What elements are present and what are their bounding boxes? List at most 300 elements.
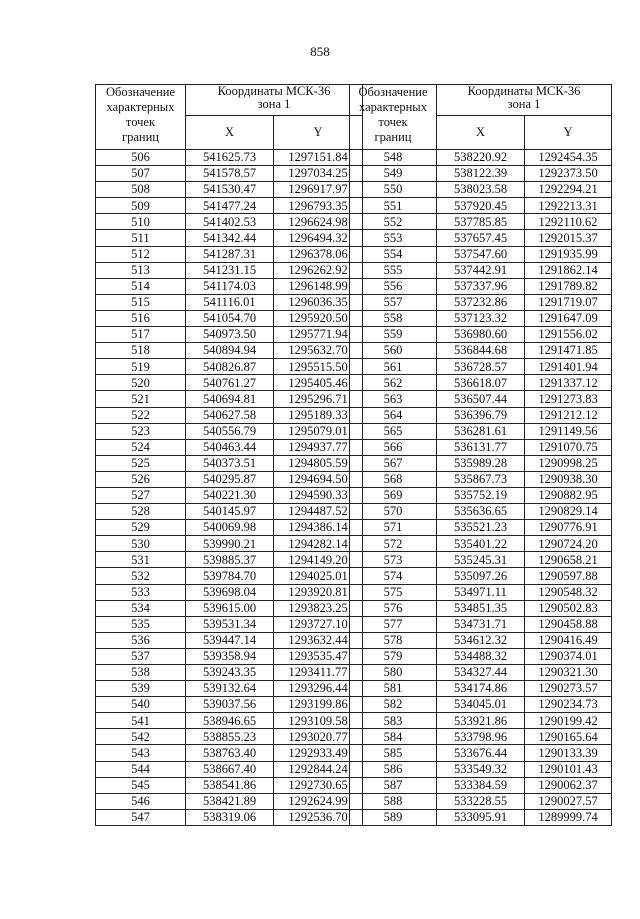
table-row: [96, 632, 363, 648]
point-id-cell: 574: [350, 568, 437, 584]
y-coordinate-cell: 1291212.12: [525, 407, 612, 423]
x-coordinate-cell: 539531.34: [186, 616, 274, 632]
point-id-cell: 581: [350, 681, 437, 697]
point-id-cell: 548: [350, 150, 437, 166]
x-coordinate-cell: 538122.39: [437, 166, 525, 182]
x-coordinate-cell: 538763.40: [186, 745, 274, 761]
x-coordinate-cell: 540295.87: [186, 471, 274, 487]
x-coordinate-cell: 541477.24: [186, 198, 274, 214]
point-id-cell: 524: [96, 439, 186, 455]
table-row: [96, 455, 363, 471]
y-coordinate-cell: 1290027.57: [525, 793, 612, 809]
y-coordinate-cell: 1295296.71: [274, 391, 363, 407]
table-row: [350, 198, 612, 214]
y-coordinate-cell: 1290597.88: [525, 568, 612, 584]
point-id-cell: 585: [350, 745, 437, 761]
y-coordinate-cell: 1290374.01: [525, 648, 612, 664]
table-row: [96, 584, 363, 600]
y-coordinate-cell: 1290998.25: [525, 455, 612, 471]
x-coordinate-cell: 534045.01: [437, 697, 525, 713]
y-coordinate-cell: 1290776.91: [525, 520, 612, 536]
x-coordinate-cell: 535097.26: [437, 568, 525, 584]
x-coordinate-cell: 537442.91: [437, 262, 525, 278]
x-coordinate-cell: 534851.35: [437, 600, 525, 616]
y-coordinate-cell: 1290273.57: [525, 681, 612, 697]
point-id-cell: 552: [350, 214, 437, 230]
point-id-cell: 553: [350, 230, 437, 246]
table-row: [350, 487, 612, 503]
table-row: [96, 198, 363, 214]
table-row: [350, 278, 612, 294]
y-coordinate-cell: 1294937.77: [274, 439, 363, 455]
point-id-cell: 525: [96, 455, 186, 471]
point-id-cell: 545: [96, 777, 186, 793]
y-coordinate-cell: 1293727.10: [274, 616, 363, 632]
x-coordinate-cell: 539243.35: [186, 665, 274, 681]
point-id-cell: 559: [350, 327, 437, 343]
table-row: [96, 439, 363, 455]
x-coordinate-cell: 539132.64: [186, 681, 274, 697]
x-coordinate-cell: 540373.51: [186, 455, 274, 471]
y-column-header: Y: [525, 116, 612, 150]
x-coordinate-cell: 540627.58: [186, 407, 274, 423]
y-coordinate-cell: 1295771.94: [274, 327, 363, 343]
table-row: [350, 439, 612, 455]
table-row: [96, 407, 363, 423]
point-id-cell: 589: [350, 809, 437, 825]
table-row: [350, 584, 612, 600]
point-id-cell: 531: [96, 552, 186, 568]
y-coordinate-cell: 1290882.95: [525, 487, 612, 503]
table-row: [96, 294, 363, 310]
designation-header: [96, 85, 186, 150]
table-row: [96, 343, 363, 359]
designation-header-line: границ: [122, 130, 159, 144]
table-row: [96, 166, 363, 182]
y-coordinate-cell: 1294487.52: [274, 504, 363, 520]
y-coordinate-cell: 1291401.94: [525, 359, 612, 375]
x-coordinate-cell: 540761.27: [186, 375, 274, 391]
y-coordinate-cell: 1291070.75: [525, 439, 612, 455]
point-id-cell: 544: [96, 761, 186, 777]
point-id-cell: 513: [96, 262, 186, 278]
point-id-cell: 512: [96, 246, 186, 262]
x-coordinate-cell: 539037.56: [186, 697, 274, 713]
coordinates-table-right: [349, 84, 612, 826]
x-coordinate-cell: 536131.77: [437, 439, 525, 455]
table-row: [350, 166, 612, 182]
x-coordinate-cell: 540069.98: [186, 520, 274, 536]
y-coordinate-cell: 1290062.37: [525, 777, 612, 793]
point-id-cell: 527: [96, 487, 186, 503]
y-coordinate-cell: 1293296.44: [274, 681, 363, 697]
x-coordinate-cell: 534731.71: [437, 616, 525, 632]
table-row: [96, 359, 363, 375]
table-row: [350, 150, 612, 166]
x-coordinate-cell: 541342.44: [186, 230, 274, 246]
point-id-cell: 532: [96, 568, 186, 584]
table-row: [96, 487, 363, 503]
point-id-cell: 554: [350, 246, 437, 262]
x-coordinate-cell: 538319.06: [186, 809, 274, 825]
table-row: [350, 665, 612, 681]
point-id-cell: 566: [350, 439, 437, 455]
x-coordinate-cell: 538667.40: [186, 761, 274, 777]
x-coordinate-cell: 539615.00: [186, 600, 274, 616]
x-coordinate-cell: 541231.15: [186, 262, 274, 278]
point-id-cell: 588: [350, 793, 437, 809]
y-coordinate-cell: 1293632.44: [274, 632, 363, 648]
point-id-cell: 587: [350, 777, 437, 793]
y-coordinate-cell: 1294805.59: [274, 455, 363, 471]
table-row: [350, 455, 612, 471]
x-coordinate-cell: 535867.73: [437, 471, 525, 487]
y-coordinate-cell: 1295920.50: [274, 310, 363, 326]
y-coordinate-cell: 1293920.81: [274, 584, 363, 600]
point-id-cell: 541: [96, 713, 186, 729]
x-coordinate-cell: 541578.57: [186, 166, 274, 182]
table-row: [96, 423, 363, 439]
point-id-cell: 586: [350, 761, 437, 777]
table-row: [350, 375, 612, 391]
x-coordinate-cell: 535989.28: [437, 455, 525, 471]
table-row: [96, 665, 363, 681]
point-id-cell: 583: [350, 713, 437, 729]
x-coordinate-cell: 533384.59: [437, 777, 525, 793]
y-coordinate-cell: 1296262.92: [274, 262, 363, 278]
table-row: [96, 230, 363, 246]
y-coordinate-cell: 1292454.35: [525, 150, 612, 166]
point-id-cell: 516: [96, 310, 186, 326]
point-id-cell: 518: [96, 343, 186, 359]
x-coordinate-cell: 537785.85: [437, 214, 525, 230]
point-id-cell: 514: [96, 278, 186, 294]
point-id-cell: 562: [350, 375, 437, 391]
point-id-cell: 528: [96, 504, 186, 520]
y-coordinate-cell: 1291935.99: [525, 246, 612, 262]
y-coordinate-cell: 1296624.98: [274, 214, 363, 230]
x-coordinate-cell: 540463.44: [186, 439, 274, 455]
x-coordinate-cell: 538541.86: [186, 777, 274, 793]
x-coordinate-cell: 533228.55: [437, 793, 525, 809]
point-id-cell: 579: [350, 648, 437, 664]
y-coordinate-cell: 1294590.33: [274, 487, 363, 503]
point-id-cell: 517: [96, 327, 186, 343]
y-coordinate-cell: 1294386.14: [274, 520, 363, 536]
x-coordinate-cell: 537337.96: [437, 278, 525, 294]
point-id-cell: 555: [350, 262, 437, 278]
y-coordinate-cell: 1293411.77: [274, 665, 363, 681]
y-coordinate-cell: 1292933.49: [274, 745, 363, 761]
table-row: [350, 343, 612, 359]
y-coordinate-cell: 1291647.09: [525, 310, 612, 326]
y-coordinate-cell: 1292015.37: [525, 230, 612, 246]
table-row: [350, 648, 612, 664]
x-coordinate-cell: 541287.31: [186, 246, 274, 262]
point-id-cell: 519: [96, 359, 186, 375]
table-row: [350, 681, 612, 697]
y-coordinate-cell: 1290458.88: [525, 616, 612, 632]
point-id-cell: 567: [350, 455, 437, 471]
point-id-cell: 529: [96, 520, 186, 536]
x-coordinate-cell: 536507.44: [437, 391, 525, 407]
x-coordinate-cell: 536844.68: [437, 343, 525, 359]
point-id-cell: 558: [350, 310, 437, 326]
x-coordinate-cell: 540973.50: [186, 327, 274, 343]
y-coordinate-cell: 1293109.58: [274, 713, 363, 729]
y-coordinate-cell: 1293199.86: [274, 697, 363, 713]
point-id-cell: 550: [350, 182, 437, 198]
table-row: [350, 809, 612, 825]
point-id-cell: 570: [350, 504, 437, 520]
y-coordinate-cell: 1293535.47: [274, 648, 363, 664]
designation-header: [350, 85, 437, 150]
x-coordinate-cell: 535245.31: [437, 552, 525, 568]
x-coordinate-cell: 541402.53: [186, 214, 274, 230]
y-coordinate-cell: 1292213.31: [525, 198, 612, 214]
point-id-cell: 534: [96, 600, 186, 616]
point-id-cell: 535: [96, 616, 186, 632]
point-id-cell: 530: [96, 536, 186, 552]
x-coordinate-cell: 536618.07: [437, 375, 525, 391]
x-coordinate-cell: 533549.32: [437, 761, 525, 777]
x-coordinate-cell: 538220.92: [437, 150, 525, 166]
x-coordinate-cell: 541054.70: [186, 310, 274, 326]
point-id-cell: 536: [96, 632, 186, 648]
y-coordinate-cell: 1296148.99: [274, 278, 363, 294]
x-coordinate-cell: 535636.65: [437, 504, 525, 520]
x-coordinate-cell: 535401.22: [437, 536, 525, 552]
y-coordinate-cell: 1291337.12: [525, 375, 612, 391]
y-coordinate-cell: 1290658.21: [525, 552, 612, 568]
x-coordinate-cell: 540145.97: [186, 504, 274, 520]
table-row: [96, 777, 363, 793]
x-coordinate-cell: 537123.32: [437, 310, 525, 326]
point-id-cell: 568: [350, 471, 437, 487]
table-row: [350, 359, 612, 375]
point-id-cell: 540: [96, 697, 186, 713]
table-row: [350, 793, 612, 809]
table-row: [350, 520, 612, 536]
point-id-cell: 569: [350, 487, 437, 503]
point-id-cell: 547: [96, 809, 186, 825]
x-coordinate-cell: 536396.79: [437, 407, 525, 423]
point-id-cell: 511: [96, 230, 186, 246]
table-row: [96, 536, 363, 552]
y-coordinate-cell: 1292294.21: [525, 182, 612, 198]
y-coordinate-cell: 1290548.32: [525, 584, 612, 600]
coordinates-header-line: зона 1: [507, 96, 541, 111]
point-id-cell: 506: [96, 150, 186, 166]
table-row: [350, 327, 612, 343]
x-coordinate-cell: 538023.58: [437, 182, 525, 198]
x-coordinate-cell: 536980.60: [437, 327, 525, 343]
x-coordinate-cell: 535752.19: [437, 487, 525, 503]
point-id-cell: 576: [350, 600, 437, 616]
y-column-header: Y: [274, 116, 363, 150]
y-coordinate-cell: 1290199.42: [525, 713, 612, 729]
x-coordinate-cell: 534327.44: [437, 665, 525, 681]
x-coordinate-cell: 539990.21: [186, 536, 274, 552]
y-coordinate-cell: 1296378.06: [274, 246, 363, 262]
table-row: [96, 375, 363, 391]
x-coordinate-cell: 540826.87: [186, 359, 274, 375]
y-coordinate-cell: 1291862.14: [525, 262, 612, 278]
point-id-cell: 538: [96, 665, 186, 681]
x-coordinate-cell: 541625.73: [186, 150, 274, 166]
point-id-cell: 561: [350, 359, 437, 375]
table-row: [96, 729, 363, 745]
y-coordinate-cell: 1296494.32: [274, 230, 363, 246]
table-row: [350, 391, 612, 407]
x-coordinate-cell: 534612.32: [437, 632, 525, 648]
coordinates-header-line: Координаты МСК-36: [217, 84, 331, 98]
y-coordinate-cell: 1292624.99: [274, 793, 363, 809]
table-row: [96, 697, 363, 713]
table-row: [96, 310, 363, 326]
y-coordinate-cell: 1295079.01: [274, 423, 363, 439]
designation-header-line: Обозначение: [105, 85, 176, 99]
x-coordinate-cell: 539784.70: [186, 568, 274, 584]
table-row: [350, 729, 612, 745]
x-coordinate-cell: 538855.23: [186, 729, 274, 745]
x-coordinate-cell: 534174.86: [437, 681, 525, 697]
table-row: [350, 568, 612, 584]
point-id-cell: 510: [96, 214, 186, 230]
table-row: [96, 568, 363, 584]
table-row: [96, 471, 363, 487]
coordinates-table-left: [95, 84, 363, 826]
x-coordinate-cell: 538946.65: [186, 713, 274, 729]
designation-header-line: точек: [125, 115, 156, 129]
table-row: [96, 745, 363, 761]
point-id-cell: 582: [350, 697, 437, 713]
designation-header-line: характерных: [106, 100, 175, 114]
point-id-cell: 546: [96, 793, 186, 809]
point-id-cell: 523: [96, 423, 186, 439]
table-row: [96, 600, 363, 616]
table-row: [350, 745, 612, 761]
x-coordinate-cell: 537920.45: [437, 198, 525, 214]
y-coordinate-cell: 1290101.43: [525, 761, 612, 777]
y-coordinate-cell: 1292536.70: [274, 809, 363, 825]
x-coordinate-cell: 540221.30: [186, 487, 274, 503]
y-coordinate-cell: 1290724.20: [525, 536, 612, 552]
table-row: [350, 214, 612, 230]
table-row: [96, 182, 363, 198]
x-coordinate-cell: 533676.44: [437, 745, 525, 761]
y-coordinate-cell: 1292373.50: [525, 166, 612, 182]
point-id-cell: 565: [350, 423, 437, 439]
table-row: [96, 809, 363, 825]
designation-header-line: точек: [378, 115, 408, 129]
x-coordinate-cell: 540894.94: [186, 343, 274, 359]
x-coordinate-cell: 537657.45: [437, 230, 525, 246]
table-row: [350, 310, 612, 326]
table-row: [350, 713, 612, 729]
y-coordinate-cell: 1290321.30: [525, 665, 612, 681]
point-id-cell: 526: [96, 471, 186, 487]
x-coordinate-cell: 540556.79: [186, 423, 274, 439]
y-coordinate-cell: 1292110.62: [525, 214, 612, 230]
table-row: [350, 616, 612, 632]
x-coordinate-cell: 541116.01: [186, 294, 274, 310]
point-id-cell: 515: [96, 294, 186, 310]
table-row: [96, 504, 363, 520]
y-coordinate-cell: 1292844.24: [274, 761, 363, 777]
table-row: [96, 761, 363, 777]
table-row: [96, 616, 363, 632]
y-coordinate-cell: 1291273.83: [525, 391, 612, 407]
point-id-cell: 572: [350, 536, 437, 552]
point-id-cell: 556: [350, 278, 437, 294]
coordinates-header: [437, 85, 612, 116]
point-id-cell: 537: [96, 648, 186, 664]
table-row: [350, 777, 612, 793]
x-coordinate-cell: 539447.14: [186, 632, 274, 648]
designation-header-line: Обозначение: [358, 85, 428, 99]
point-id-cell: 508: [96, 182, 186, 198]
x-coordinate-cell: 534971.11: [437, 584, 525, 600]
table-row: [96, 391, 363, 407]
point-id-cell: 557: [350, 294, 437, 310]
coordinates-header-line: зона 1: [257, 96, 291, 111]
y-coordinate-cell: 1291471.85: [525, 343, 612, 359]
y-coordinate-cell: 1296917.97: [274, 182, 363, 198]
point-id-cell: 522: [96, 407, 186, 423]
y-coordinate-cell: 1291789.82: [525, 278, 612, 294]
table-row: [350, 246, 612, 262]
point-id-cell: 563: [350, 391, 437, 407]
x-coordinate-cell: 537232.86: [437, 294, 525, 310]
coordinates-header: [186, 85, 363, 116]
x-coordinate-cell: 541530.47: [186, 182, 274, 198]
x-coordinate-cell: 534488.32: [437, 648, 525, 664]
designation-header-line: характерных: [359, 100, 427, 114]
y-coordinate-cell: 1290165.64: [525, 729, 612, 745]
y-coordinate-cell: 1295515.50: [274, 359, 363, 375]
table-row: [350, 504, 612, 520]
y-coordinate-cell: 1290133.39: [525, 745, 612, 761]
table-row: [350, 697, 612, 713]
point-id-cell: 577: [350, 616, 437, 632]
table-row: [96, 246, 363, 262]
table-row: [350, 600, 612, 616]
point-id-cell: 584: [350, 729, 437, 745]
y-coordinate-cell: 1295189.33: [274, 407, 363, 423]
y-coordinate-cell: 1297151.84: [274, 150, 363, 166]
y-coordinate-cell: 1290938.30: [525, 471, 612, 487]
y-coordinate-cell: 1291556.02: [525, 327, 612, 343]
point-id-cell: 542: [96, 729, 186, 745]
y-coordinate-cell: 1296793.35: [274, 198, 363, 214]
y-coordinate-cell: 1297034.25: [274, 166, 363, 182]
y-coordinate-cell: 1290234.73: [525, 697, 612, 713]
table-row: [350, 471, 612, 487]
table-row: [350, 423, 612, 439]
x-coordinate-cell: 541174.03: [186, 278, 274, 294]
table-row: [350, 536, 612, 552]
table-row: [350, 182, 612, 198]
y-coordinate-cell: 1293823.25: [274, 600, 363, 616]
point-id-cell: 507: [96, 166, 186, 182]
x-coordinate-cell: 539885.37: [186, 552, 274, 568]
table-row: [96, 262, 363, 278]
y-coordinate-cell: 1289999.74: [525, 809, 612, 825]
point-id-cell: 543: [96, 745, 186, 761]
x-coordinate-cell: 536281.61: [437, 423, 525, 439]
y-coordinate-cell: 1291719.07: [525, 294, 612, 310]
